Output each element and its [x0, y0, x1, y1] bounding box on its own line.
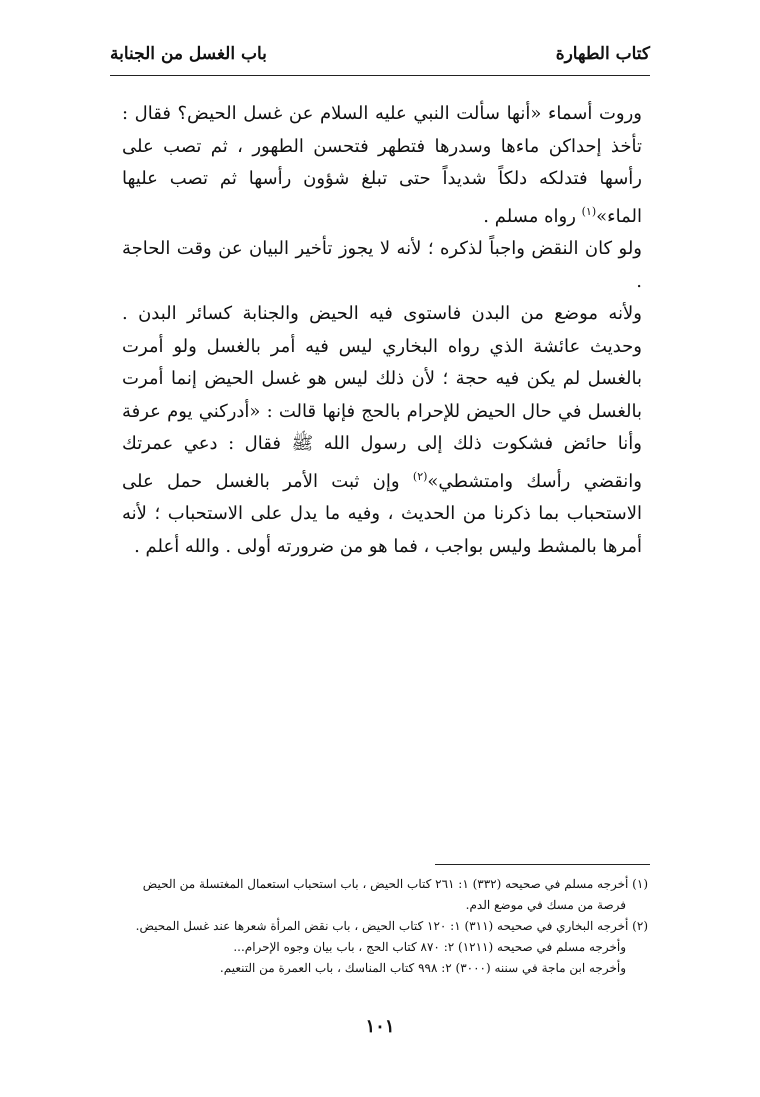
paragraph-1-text: وروت أسماء «أنها سألت النبي عليه السلام عن غسل الحيض؟ فقال : تأخذ إحداكن ماءها وسدرها فتطهر فتحسن الطهور ، ثم تصب على رأسها فتدلكه دلكاً شديداً حتى تبلغ شؤون رأسها ثم تصب عليها الماء» [122, 103, 642, 227]
paragraph-2: ولو كان النقض واجباً لذكره ؛ لأنه لا يجوز تأخير البيان عن وقت الحاجة . [122, 238, 642, 292]
footnote-1-line-2: فرصة من مسك في موضع الدم. [465, 898, 626, 912]
paragraph-3-text-a: ولأنه موضع من البدن فاستوى فيه الحيض والجنابة كسائر البدن . وحديث عائشة الذي رواه البخاري ليس فيه أمر بالغسل ولو أمرت بالغسل لم يكن فيه حجة ؛ لأن ذلك ليس هو غسل الحيض إنما أمرت بالغسل في حال الحيض للإحرام بالحج فإنها قالت : «أدركني يوم عرفة وأنا حائض فشكوت ذلك إلى رسول الله ﷺ فقال : دعي عمرتك وانقضي رأسك وامتشطي» [122, 303, 642, 492]
paragraph-1 [122, 98, 642, 233]
header-rule [110, 75, 650, 76]
footnotes [112, 874, 648, 979]
footnote-2-line-3: وأخرجه ابن ماجة في سننه (٣٠٠٠) ٢: ٩٩٨ كتاب المناسك ، باب العمرة من التنعيم. [219, 961, 626, 975]
running-header [110, 44, 650, 74]
book-title: كتاب الطهارة [555, 44, 650, 64]
page-number: ١٠١ [365, 1016, 395, 1037]
footnote-ref-1: (١) [581, 204, 597, 218]
paragraph-1-end: رواه مسلم . [483, 205, 582, 227]
chapter-title: باب الغسل من الجنابة [110, 44, 267, 64]
footnote-1-line-1: (١) أخرجه مسلم في صحيحه (٣٣٢) ١: ٢٦١ كتاب الحيض ، باب استحباب استعمال المغتسلة من الحيض [142, 877, 648, 891]
paragraph-3 [122, 298, 642, 563]
main-text [122, 98, 642, 563]
paragraph-3-text-b: وإن ثبت الأمر بالغسل حمل على الاستحباب بما ذكرنا من الحديث ، وفيه ما يدل على الاستحباب ؛ لأنه أمرها بالمشط وليس بواجب ، فما هو من ضرورته أولى . والله أعلم . [122, 470, 642, 557]
footnote-2-line-1: (٢) أخرجه البخاري في صحيحه (٣١١) ١: ١٢٠ كتاب الحيض ، باب نقض المرأة شعرها عند غسل المحيض. [135, 919, 648, 933]
footnote-rule [435, 864, 650, 865]
footnote-2-line-2: وأخرجه مسلم في صحيحه (١٢١١) ٢: ٨٧٠ كتاب الحج ، باب بيان وجوه الإحرام... [233, 940, 626, 954]
footnote-ref-2: (٢) [412, 469, 428, 483]
